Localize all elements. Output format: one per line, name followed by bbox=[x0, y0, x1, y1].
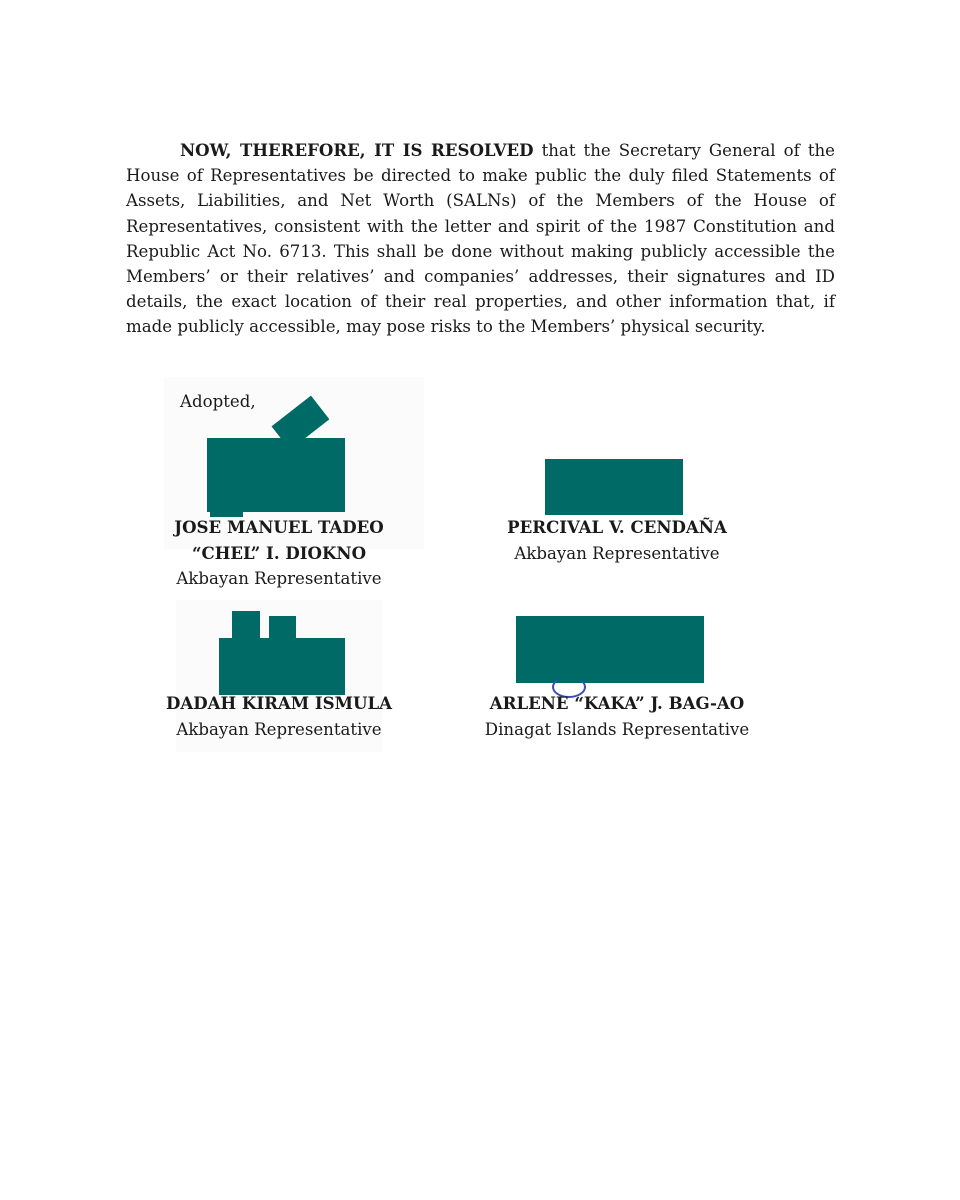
signatory-bagao bbox=[467, 691, 767, 742]
signatory-name: DADAH KIRAM ISMULA bbox=[165, 693, 393, 713]
signatory-title: Dinagat Islands Representative bbox=[484, 719, 750, 739]
signatory-name: JOSE MANUEL TADEO bbox=[174, 517, 384, 537]
signatory-ismula bbox=[129, 691, 429, 742]
signature-redaction-cendana bbox=[545, 459, 683, 515]
resolution-lead: NOW, THEREFORE, IT IS RESOLVED bbox=[180, 140, 534, 160]
resolution-paragraph bbox=[126, 138, 835, 340]
adopted-label: Adopted, bbox=[180, 392, 256, 411]
signature-redaction-ismula-peak1 bbox=[232, 611, 260, 641]
signatory-name: ARLENE “KAKA” J. BAG-AO bbox=[489, 693, 745, 713]
signatory-name: PERCIVAL V. CENDAÑA bbox=[507, 517, 727, 537]
signatory-title: Akbayan Representative bbox=[176, 569, 382, 588]
signatory-diokno bbox=[129, 515, 429, 592]
resolution-body: that the Secretary General of the House of Representatives be directed to make public the duly filed Statements of Assets, Liabilities, and Net Worth (SALNs) of the Members of the House of Representatives, consistent with the letter and spirit of the 1987 Constitution and Republic Act No. 6713. This shall be done without making publicly accessible the Members’ or their relatives’ and companies’ addresses, their signatures and ID details, the exact location of their real properties, and other information that, if made publicly accessible, may pose risks to the Members’ physical security. bbox=[126, 141, 835, 337]
signature-redaction-diokno bbox=[207, 438, 345, 512]
signature-redaction-bagao bbox=[516, 616, 704, 683]
signatory-title: Akbayan Representative bbox=[176, 719, 382, 739]
signature-redaction-ismula-peak2 bbox=[269, 616, 296, 641]
signature-redaction-ismula bbox=[219, 638, 345, 695]
signatory-cendana bbox=[467, 515, 767, 566]
signatory-name-line2: “CHEL” I. DIOKNO bbox=[191, 542, 367, 563]
signatory-title: Akbayan Representative bbox=[514, 543, 720, 563]
